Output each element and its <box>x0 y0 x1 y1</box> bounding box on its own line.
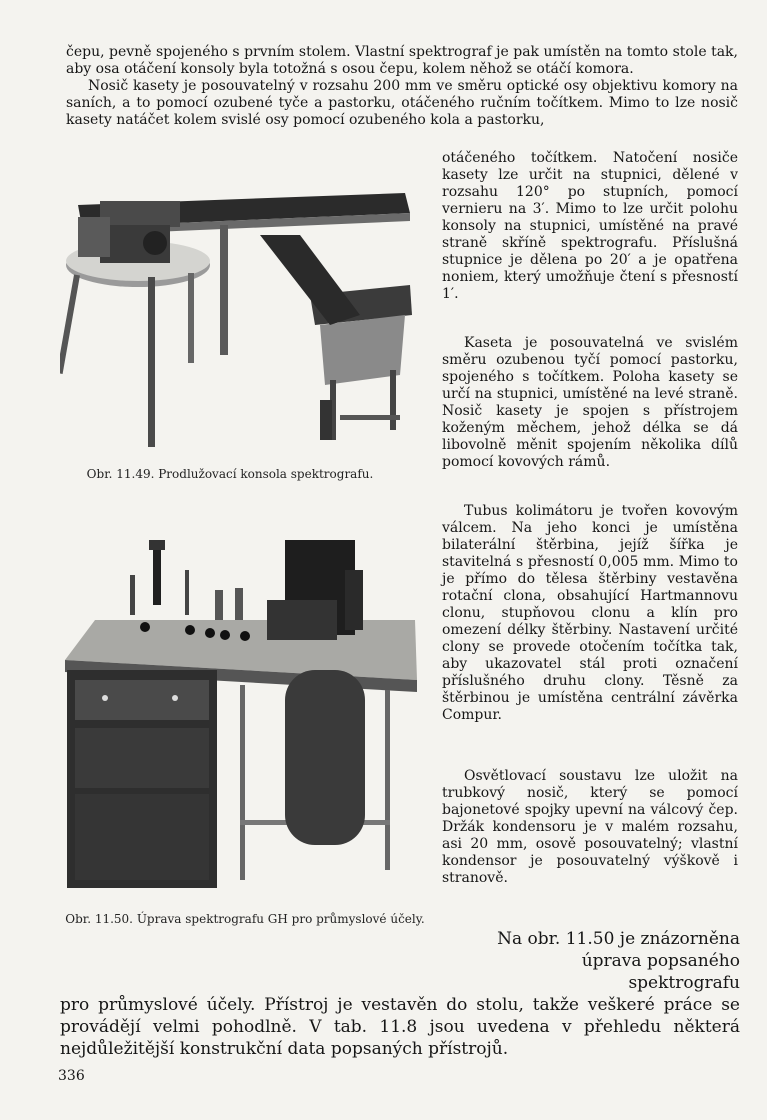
paragraph-industrial <box>60 928 740 1060</box>
figure-caption-11-49: Obr. 11.49. Prodlužovací konsola spektrografu. <box>86 467 374 481</box>
paragraph-illumination: Osvětlovací soustavu lze uložit na trubkový nosič, který se pomocí bajonetové spojky upevní na válcový čep. Držák kondensoru je v malém rozsahu, asi 20 mm, osově posouvatelný; vlastní kondensor je posouvatelný výškově i stranově. <box>442 768 738 886</box>
right-column-text-4 <box>442 768 738 887</box>
top-text-block <box>66 44 738 129</box>
figure-spectrograph-console <box>60 165 420 455</box>
right-column-text-3 <box>442 503 738 724</box>
page-number: 336 <box>58 1068 85 1084</box>
paragraph-cassette-holder: Nosič kasety je posouvatelný v rozsahu 200 mm ve směru optické osy objektivu komory na saních, a to pomocí ozubené tyče a pastorku, otáčeného ručním točítkem. Mimo to lze nosič kasety natáčet kolem svislé osy pomocí ozubeného kola a pastorku, <box>66 78 738 128</box>
right-column-text-2 <box>442 335 738 471</box>
paragraph-continued: čepu, pevně spojeného s prvním stolem. Vlastní spektrograf je pak umístěn na tomto stole tak, aby osa otáčení konsoly byla totožná s osou čepu, kolem něhož se otáčí komora. <box>66 44 738 77</box>
console-photo <box>60 165 420 455</box>
paragraph-rest: pro průmyslové účely. Přístroj je vestavěn do stolu, takže veškeré práce se provádějí velmi pohodlně. V tab. 11.8 jsou uvedena v přehledu některá nejdůležitější konstrukční data popsaných přístrojů. <box>60 995 740 1059</box>
bottom-text-block <box>60 928 740 1060</box>
figure-industrial-spectrograph <box>45 530 423 900</box>
paragraph-rotation-scale: otáčeného točítkem. Natočení nosiče kasety lze určit na stupnici, dělené v rozsahu 120° po stupních, pomocí vernieru na 3′. Mimo to lze určit polohu konsoly na stupnici, umístěné na pravé straně skříně spektrografu. Příslušná stupnice je dělena po 20′ a je opatřena noniem, který umožňuje čtení s přesností 1′. <box>442 150 738 302</box>
paragraph-lead-line: Na obr. 11.50 je znázorněna úprava popsaného spektrografu <box>497 929 740 993</box>
paragraph-collimator: Tubus kolimátoru je tvořen kovovým válcem. Na jeho konci je umístěna bilaterální štěrbina, jejíž šířka je stavitelná s přesností 0,005 mm. Mimo to je přímo do tělesa štěrbiny vestavěna rotační clona, obsahující Hartmannovu clonu, stupňovou clonu a klín pro omezení délky štěrbiny. Nastavení určité clony se provede otočením točítka tak, aby ukazovatel stál proti označení příslušného druhu clony. Těsně za štěrbinou je umístěna centrální závěrka Compur. <box>442 503 738 723</box>
industrial-photo <box>45 530 423 900</box>
right-column-text-1 <box>442 150 738 303</box>
figure-caption-11-50: Obr. 11.50. Úprava spektrografu GH pro průmyslové účely. <box>65 912 425 926</box>
paragraph-cassette: Kaseta je posouvatelná ve svislém směru ozubenou tyčí pomocí pastorku, spojeného s točítkem. Poloha kasety se určí na stupnici, umístěné na levé straně. Nosič kasety je spojen s přístrojem koženým měchem, jehož délka se dá libovolně měnit spojením několika dílů pomocí kovových rámů. <box>442 335 738 470</box>
